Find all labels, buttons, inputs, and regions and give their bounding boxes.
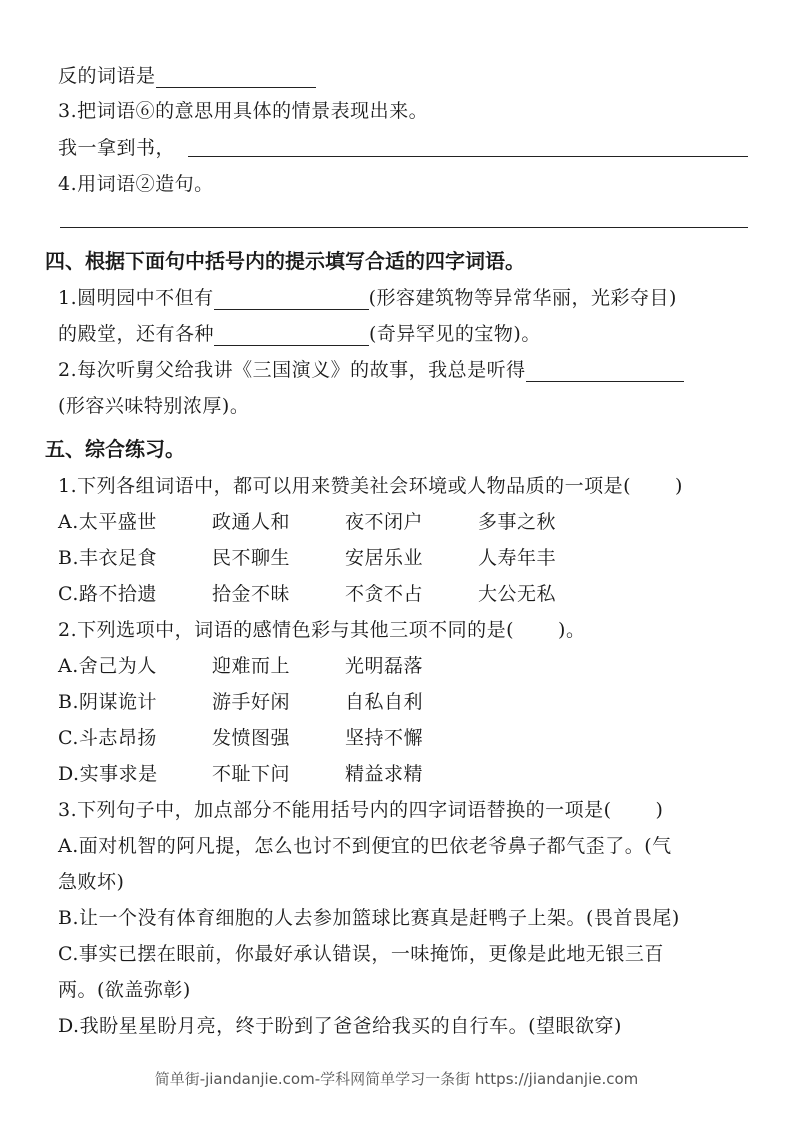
hint-text: (奇异罕见的宝物)。 <box>369 323 541 345</box>
s5-q3-option-a[interactable]: A.面对机智的阿凡提，怎么也讨不到便宜的巴依老爷鼻子都气歪了。(气 <box>58 835 672 857</box>
s4-q1-text: 的殿堂，还有各种 <box>58 323 215 345</box>
s5-q2-stem <box>58 618 585 642</box>
s4-q1-line2 <box>58 322 541 346</box>
option-word: 不贪不占 <box>345 583 424 605</box>
s5-q1-stem <box>58 474 683 498</box>
stem-text: 2.下列选项中，词语的感情色彩与其他三项不同的是( <box>58 619 515 641</box>
section-4-title: 四、根据下面句中括号内的提示填写合适的四字词语。 <box>45 249 525 273</box>
answer-blank[interactable] <box>156 67 316 88</box>
s5-q3-stem <box>58 798 663 822</box>
option-word: 大公无私 <box>478 583 557 605</box>
s4-q2-line1 <box>58 358 684 382</box>
option-word: 不耻下问 <box>212 763 291 785</box>
option-word: 多事之秋 <box>478 511 557 533</box>
s5-q1-option-b[interactable]: B.丰衣足食 <box>58 547 158 569</box>
option-word: 政通人和 <box>212 511 291 533</box>
section-5-title: 五、综合练习。 <box>45 437 185 461</box>
answer-blank[interactable] <box>214 325 369 346</box>
option-word: 夜不闭户 <box>345 511 424 533</box>
s5-q3-option-a-cont: 急败坏) <box>58 871 125 893</box>
q2-tail-text: 反的词语是 <box>58 65 156 87</box>
s5-q2-option-d[interactable]: D.实事求是 <box>58 763 158 785</box>
question-4: 4.用词语②造句。 <box>58 173 214 195</box>
option-word: 安居乐业 <box>345 547 424 569</box>
paren-close: ) <box>675 475 683 497</box>
s5-q3-option-c[interactable]: C.事实已摆在眼前，你最好承认错误，一味掩饰，更像是此地无银三百 <box>58 943 664 965</box>
question-3: 3.把词语⑥的意思用具体的情景表现出来。 <box>58 100 429 122</box>
option-word: 自私自利 <box>345 691 424 713</box>
stem-text: 3.下列句子中，加点部分不能用括号内的四字词语替换的一项是( <box>58 799 612 821</box>
option-word: 发愤图强 <box>212 727 291 749</box>
stem-text: 1.下列各组词语中，都可以用来赞美社会环境或人物品质的一项是( <box>58 475 632 497</box>
option-word: 迎难而上 <box>212 655 291 677</box>
page-footer: 简单街-jiandanjie.com-学科网简单学习一条街 https://jiandanjie.com <box>154 1070 639 1088</box>
answer-rule[interactable] <box>188 156 748 157</box>
option-word: 坚持不懈 <box>345 727 424 749</box>
option-word: 民不聊生 <box>212 547 291 569</box>
answer-blank[interactable] <box>526 361 684 382</box>
option-word: 光明磊落 <box>345 655 424 677</box>
s5-q2-option-a[interactable]: A.舍己为人 <box>58 655 157 677</box>
option-word: 拾金不昧 <box>212 583 291 605</box>
paren-close: )。 <box>558 619 586 641</box>
option-word: 人寿年丰 <box>478 547 557 569</box>
hint-text: (形容建筑物等异常华丽，光彩夺目) <box>368 287 677 309</box>
q2-answer-line <box>58 64 316 88</box>
s4-q2-line2: (形容兴味特别浓厚)。 <box>58 395 250 417</box>
s5-q3-option-c-cont: 两。(欲盖弥彰) <box>58 979 191 1001</box>
q3-prompt <box>58 136 175 160</box>
s4-q1-line1 <box>58 286 677 310</box>
s4-q1-text: 1.圆明园中不但有 <box>58 287 214 309</box>
answer-rule[interactable] <box>60 227 748 228</box>
s5-q3-option-b[interactable]: B.让一个没有体育细胞的人去参加篮球比赛真是赶鸭子上架。(畏首畏尾) <box>58 907 680 929</box>
s4-q2-text: 2.每次听舅父给我讲《三国演义》的故事，我总是听得 <box>58 359 526 381</box>
option-word: 精益求精 <box>345 763 424 785</box>
paren-close: ) <box>655 799 664 821</box>
s5-q1-option-c[interactable]: C.路不拾遗 <box>58 583 157 605</box>
s5-q2-option-c[interactable]: C.斗志昂扬 <box>58 727 157 749</box>
option-word: 游手好闲 <box>212 691 291 713</box>
answer-blank[interactable] <box>214 289 369 310</box>
s5-q3-option-d[interactable]: D.我盼星星盼月亮，终于盼到了爸爸给我买的自行车。(望眼欲穿) <box>58 1015 622 1037</box>
s5-q1-option-a[interactable]: A.太平盛世 <box>58 511 157 533</box>
q3-prompt-text: 我一拿到书， <box>58 137 176 159</box>
s5-q2-option-b[interactable]: B.阴谋诡计 <box>58 691 158 713</box>
